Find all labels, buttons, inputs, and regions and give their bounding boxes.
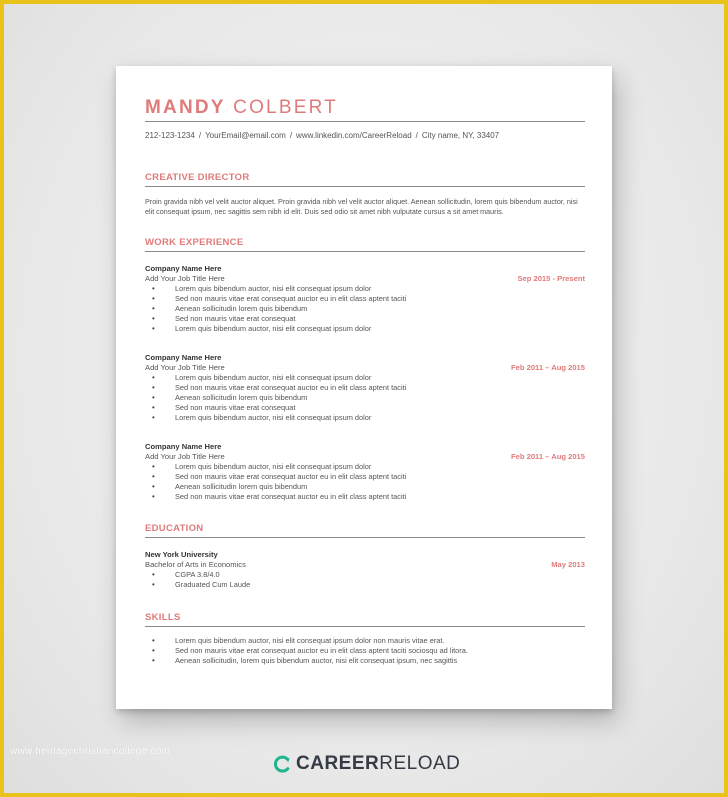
skills-bullets [145, 636, 585, 666]
education-entry [145, 550, 585, 590]
headline-title: CREATIVE DIRECTOR [145, 172, 250, 183]
bullet-item: • Sed non mauris vitae erat consequat auctor eu in elit class aptent taciti sociosqu ad litora. [145, 646, 585, 656]
first-name: MANDY [145, 97, 226, 118]
summary-text: Proin gravida nibh vel velit auctor aliquet. Proin gravida nibh vel velit auctor aliquet. Aenean sollicitudin, lorem quis bibendum auctor, nisi elit consequat ipsum, nec sagittis sem nibh id elit. Duis sed odio sit amet nibh vulputate cursus a sit amet mauris. [145, 197, 578, 216]
contact-location: City name, NY, 33407 [421, 131, 500, 140]
bullet-item: • Sed non mauris vitae erat consequat [145, 403, 585, 413]
contact-separator: / [198, 131, 202, 140]
skills-section [145, 612, 585, 666]
bullet-item: • Aenean sollicitudin, lorem quis bibendum auctor, nisi elit consequat ipsum, nec sagittis [145, 656, 585, 666]
bullet-item: • Lorem quis bibendum auctor, nisi elit consequat ipsum dolor [145, 284, 585, 294]
skills-section-title: SKILLS [145, 612, 181, 624]
education-section [145, 523, 585, 590]
logo-light-text: RELOAD [379, 753, 461, 774]
bullet-item: • Lorem quis bibendum auctor, nisi elit consequat ipsum dolor [145, 462, 585, 472]
job-dates: Sep 2015 - Present [517, 274, 585, 284]
resume-page [116, 66, 612, 709]
section-divider [145, 626, 585, 627]
resume-content [145, 96, 585, 666]
degree: Bachelor of Arts in Economics [145, 560, 246, 570]
bullet-item: • Lorem quis bibendum auctor, nisi elit consequat ipsum dolor [145, 373, 585, 383]
bullet-item: • CGPA 3.8/4.0 [145, 570, 585, 580]
bullet-item: • Sed non mauris vitae erat consequat [145, 314, 585, 324]
work-section [145, 237, 585, 502]
job-bullets [145, 462, 585, 502]
contact-separator: / [289, 131, 293, 140]
job-title-row [145, 452, 585, 462]
logo-bold-text: CAREER [296, 753, 380, 774]
bullet-item: • Lorem quis bibendum auctor, nisi elit consequat ipsum dolor [145, 324, 585, 334]
section-divider [145, 537, 585, 538]
bullet-item: • Aenean sollicitudin lorem quis bibendum [145, 482, 585, 492]
job-title: Add Your Job Title Here [145, 363, 225, 373]
headline-section [145, 172, 585, 216]
bullet-item: • Graduated Cum Laude [145, 580, 585, 590]
job-title-row [145, 363, 585, 373]
job-entry [145, 353, 585, 423]
education-section-title: EDUCATION [145, 523, 204, 535]
job-company: Company Name Here [145, 442, 222, 452]
section-divider [145, 251, 585, 252]
school-name: New York University [145, 550, 218, 560]
job-company: Company Name Here [145, 264, 222, 274]
last-name: COLBERT [233, 97, 338, 118]
bullet-item: • Aenean sollicitudin lorem quis bibendum [145, 304, 585, 314]
contact-linkedin[interactable]: www.linkedin.com/CareerReload [296, 131, 412, 140]
job-entry [145, 264, 585, 334]
job-title: Add Your Job Title Here [145, 274, 225, 284]
contact-separator: / [415, 131, 418, 140]
bullet-item: • Aenean sollicitudin lorem quis bibendum [145, 393, 585, 403]
job-title: Add Your Job Title Here [145, 452, 225, 462]
watermark-text: www.heritagechristiancollege.com [10, 746, 171, 757]
degree-row [145, 560, 585, 570]
job-dates: Feb 2011 – Aug 2015 [510, 363, 585, 373]
name-divider [145, 121, 585, 122]
careerreload-logo[interactable] [272, 752, 460, 776]
bullet-item: • Lorem quis bibendum auctor, nisi elit consequat ipsum dolor [145, 413, 585, 423]
refresh-c-icon [272, 754, 292, 774]
job-dates: Feb 2011 – Aug 2015 [510, 452, 585, 462]
bullet-item: • Sed non mauris vitae erat consequat auctor eu in elit class aptent taciti [145, 294, 585, 304]
bullet-item: • Sed non mauris vitae erat consequat auctor eu in elit class aptent taciti [145, 492, 585, 502]
contact-phone: 212-123-1234 [145, 131, 195, 140]
education-bullets [145, 570, 585, 590]
bullet-item: • Lorem quis bibendum auctor, nisi elit consequat ipsum dolor non mauris vitae erat. [145, 636, 585, 646]
bullet-item: • Sed non mauris vitae erat consequat auctor eu in elit class aptent taciti [145, 472, 585, 482]
candidate-name [145, 96, 585, 120]
job-company: Company Name Here [145, 353, 222, 363]
contact-email[interactable]: YourEmail@email.com [205, 131, 286, 140]
work-section-title: WORK EXPERIENCE [145, 237, 244, 249]
job-entry [145, 442, 585, 502]
contact-line [145, 131, 585, 141]
job-title-row [145, 274, 585, 284]
job-bullets [145, 373, 585, 423]
education-date: May 2013 [551, 560, 585, 570]
section-divider [145, 186, 585, 187]
logo-wordmark [296, 752, 460, 776]
job-bullets [145, 284, 585, 334]
bullet-item: • Sed non mauris vitae erat consequat auctor eu in elit class aptent taciti [145, 383, 585, 393]
